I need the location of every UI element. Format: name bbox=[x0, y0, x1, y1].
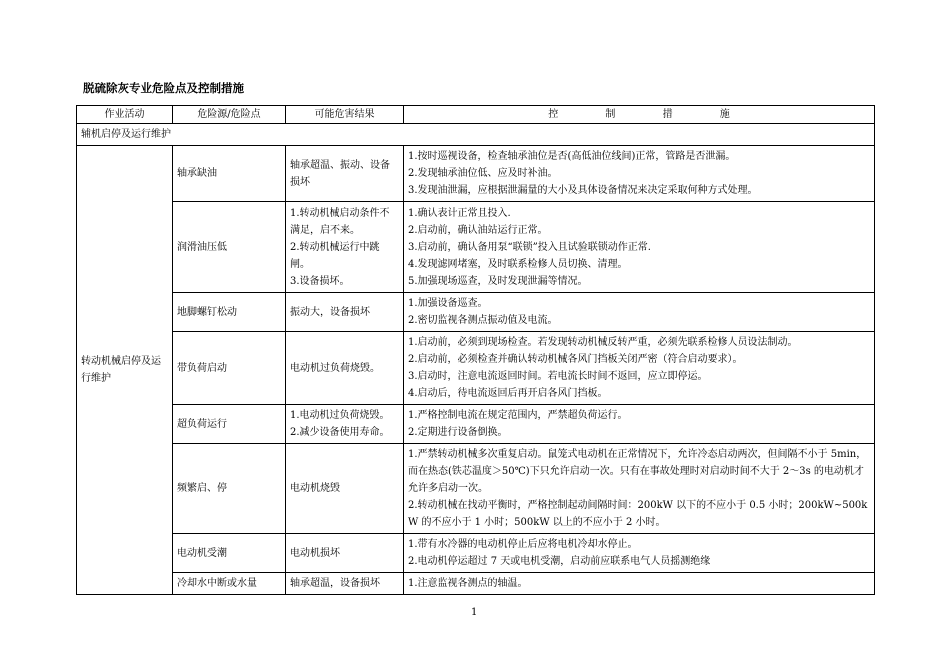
consequence-cell bbox=[286, 444, 404, 534]
header-consequence: 可能危害结果 bbox=[286, 106, 404, 124]
consequence-line: 振动大，设备损坏 bbox=[290, 306, 370, 318]
measures-cell bbox=[404, 444, 875, 534]
measures-cell bbox=[404, 332, 875, 405]
page-number: 1 bbox=[471, 607, 478, 618]
measure-line: 2.电动机停运超过 7 天或电机受潮，启动前应联系电气人员摇测绝缘 bbox=[408, 556, 711, 567]
consequence-cell bbox=[286, 534, 404, 573]
measure-line: 2.发现轴承油位低、应及时补油。 bbox=[408, 168, 558, 179]
table-row bbox=[77, 293, 875, 332]
table-row bbox=[77, 405, 875, 444]
table-row bbox=[77, 444, 875, 534]
table-row bbox=[77, 146, 875, 202]
consequence-line: 电动机过负荷烧毁。 bbox=[290, 362, 380, 374]
hazard-cell: 冷却水中断或水量 bbox=[173, 573, 286, 595]
section-label: 辅机启停及运行维护 bbox=[77, 124, 875, 146]
measure-line: 5.加强现场巡查，及时发现泄漏等情况。 bbox=[408, 275, 588, 287]
consequence-line: 3.设备损坏。 bbox=[290, 275, 350, 287]
measures-cell bbox=[404, 146, 875, 202]
consequence-line: 1.电动机过负荷烧毁。 bbox=[290, 410, 390, 421]
measures-cell bbox=[404, 534, 875, 573]
measure-line: 2.转动机械在找动平衡时，严格控制起动间隔时间：200kW 以下的不应小于 0.5 小时；200kW~500kW 的不应小于 1 小时；500kW 以上的不应小于 2 小时。 bbox=[408, 500, 868, 528]
consequence-line: 电动机损坏 bbox=[290, 547, 340, 559]
consequence-line: 1.转动机械启动条件不满足，启不来。 bbox=[290, 207, 390, 236]
measure-line: 1.严格控制电流在规定范围内，严禁超负荷运行。 bbox=[408, 410, 628, 421]
measures-cell bbox=[404, 293, 875, 332]
hazard-cell: 地脚螺钉松动 bbox=[173, 293, 286, 332]
measure-line: 3.发现油泄漏，应根据泄漏量的大小及具体设备情况来决定采取何种方式处理。 bbox=[408, 185, 758, 196]
section-row bbox=[77, 124, 875, 146]
measures-cell bbox=[404, 202, 875, 293]
measure-line: 3.启动时，注意电流返回时间。若电流长时间不返回，应立即停运。 bbox=[408, 371, 708, 382]
table-row bbox=[77, 534, 875, 573]
hazard-cell: 超负荷运行 bbox=[173, 405, 286, 444]
header-hazard: 危险源/危险点 bbox=[173, 106, 286, 124]
hazard-cell: 润滑油压低 bbox=[173, 202, 286, 293]
hazard-cell: 带负荷启动 bbox=[173, 332, 286, 405]
measure-line: 4.启动后，待电流返回后再开启各风门挡板。 bbox=[408, 388, 608, 399]
consequence-line: 电动机烧毁 bbox=[290, 483, 340, 494]
measure-line: 1.加强设备巡查。 bbox=[408, 298, 488, 309]
measure-line: 3.启动前，确认备用泵“联锁”投入且试验联锁动作正常. bbox=[408, 241, 651, 253]
consequence-cell bbox=[286, 202, 404, 293]
table-row bbox=[77, 202, 875, 293]
consequence-cell bbox=[286, 146, 404, 202]
hazard-cell: 频繁启、停 bbox=[173, 444, 286, 534]
consequence-cell bbox=[286, 293, 404, 332]
table-row bbox=[77, 332, 875, 405]
measure-line: 1.严禁转动机械多次重复启动。鼠笼式电动机在正常情况下，允许冷态启动两次，但间隔不小于 5min，而在热态(铁芯温度＞50℃)下只允许启动一次。只有在事故处理时对启动时间不大于 2～3s 的电动机才允许多启动一次。 bbox=[408, 449, 867, 494]
consequence-cell bbox=[286, 332, 404, 405]
hazard-cell: 轴承缺油 bbox=[173, 146, 286, 202]
header-activity: 作业活动 bbox=[77, 106, 173, 124]
consequence-line: 2.转动机械运行中跳闸。 bbox=[290, 241, 380, 270]
activity-cell: 转动机械启停及运行维护 bbox=[77, 146, 173, 595]
measure-line: 4.发现滤网堵塞，及时联系检修人员切换、清理。 bbox=[408, 258, 628, 270]
document-title: 脱硫除灰专业危险点及控制措施 bbox=[83, 81, 244, 95]
consequence-cell bbox=[286, 573, 404, 595]
header-measures: 控 制 措 施 bbox=[404, 106, 875, 124]
measures-cell bbox=[404, 573, 875, 595]
table-header-row bbox=[77, 106, 875, 124]
consequence-line: 轴承超温、振动、设备损坏 bbox=[290, 159, 390, 188]
measure-line: 1.带有水冷器的电动机停止后应将电机冷却水停止。 bbox=[408, 539, 638, 550]
measure-line: 1.按时巡视设备，检查轴承油位是否(高低油位线间)正常，管路是否泄漏。 bbox=[408, 151, 736, 162]
measure-line: 1.启动前，必须到现场检查。若发现转动机械反转严重，必须先联系检修人员设法制动。 bbox=[408, 337, 798, 348]
hazard-cell: 电动机受潮 bbox=[173, 534, 286, 573]
consequence-cell bbox=[286, 405, 404, 444]
measure-line: 1.确认表计正常且投入. bbox=[408, 207, 511, 219]
measure-line: 2.启动前，必须检查并确认转动机械各风门挡板关闭严密（符合启动要求）。 bbox=[408, 354, 743, 365]
table-row bbox=[77, 573, 875, 595]
measure-line: 2.密切监视各测点振动值及电流。 bbox=[408, 315, 558, 326]
measure-line: 2.启动前，确认油站运行正常。 bbox=[408, 224, 548, 236]
measure-line: 2.定期进行设备倒换。 bbox=[408, 427, 508, 438]
consequence-line: 2.减少设备使用寿命。 bbox=[290, 427, 390, 438]
measures-cell bbox=[404, 405, 875, 444]
measure-line: 1.注意监视各测点的轴温。 bbox=[408, 578, 528, 589]
hazard-control-table bbox=[76, 105, 875, 595]
consequence-line: 轴承超温，设备损坏 bbox=[290, 578, 380, 589]
